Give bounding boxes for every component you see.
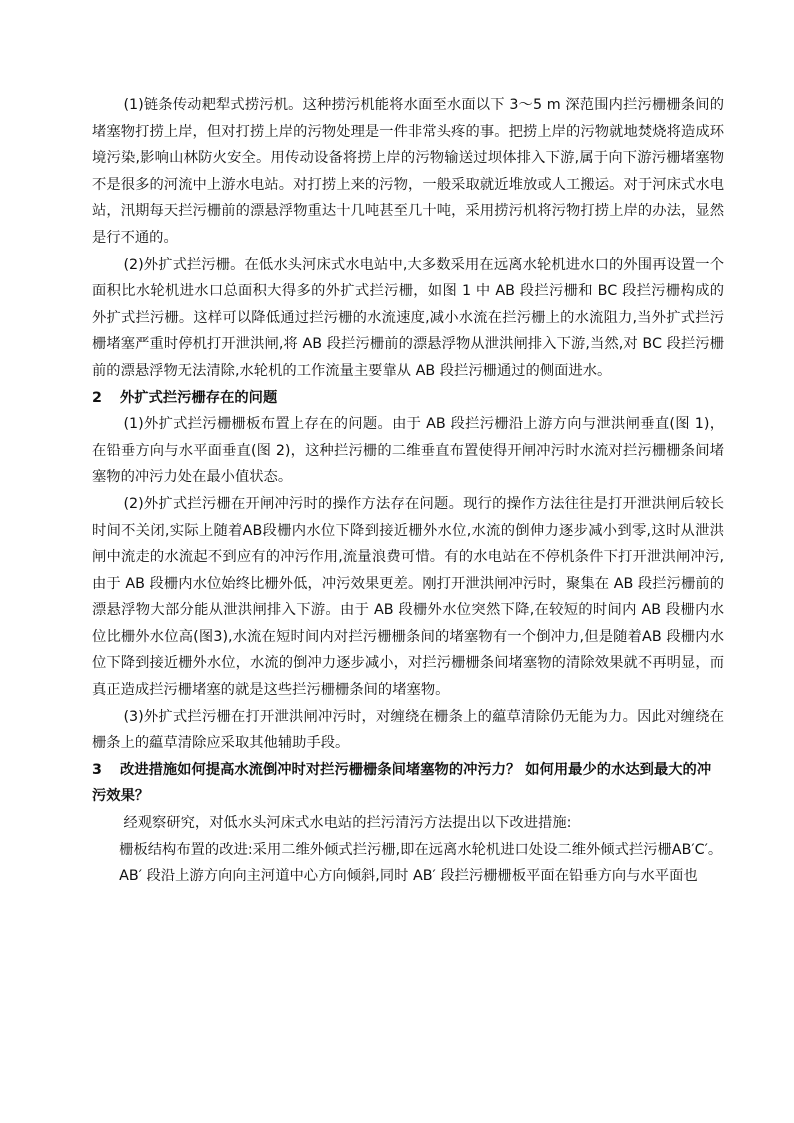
paragraph-ab-segment: AB′ 段沿上游方向向主河道中心方向倾斜,同时 AB′ 段拦污栅栅板平面在铅垂方向与水平面也 [119,868,698,885]
section-number: 2 [92,389,102,406]
paragraph-improvement-intro: 经观察研究，对低水头河床式水电站的拦污清污方法提出以下改进措施: [123,815,572,832]
section-title: 外扩式拦污栅存在的问题 [120,389,278,406]
paragraph-structure-improvement: 栅板结构布置的改进:采用二维外倾式拦污栅,即在远离水轮机进口处设二维外倾式拦污栅AB′C′。 [119,841,723,858]
section-heading-3 [92,757,724,810]
paragraph-operation-problem: (2)外扩式拦污栅在开闸冲污时的操作方法存在问题。现行的操作方法往往是打开泄洪闸后较长时间不关闭,实际上随着AB段栅内水位下降到接近栅外水位,水流的倒伸力逐步减小到零,这时从泄洪闸中流走的水流起不到应有的冲污作用,流量浪费可惜。有的水电站在不停机条件下打开泄洪闸冲污,由于 AB 段栅内水位始终比栅外低，冲污效果更差。刚打开泄洪闸冲污时，聚集在 AB 段拦污栅前的漂悬浮物大部分能从泄洪闸排入下游。由于 AB 段栅外水位突然下降,在较短的时间内 AB 段栅内水位比栅外水位高(图3),水流在短时间内对拦污栅栅条间的堵塞物有一个倒冲力,但是随着AB 段栅内水位下降到接近栅外水位，水流的倒冲力逐步减小，对拦污栅栅条间堵塞物的清除效果就不再明显，而真正造成拦污栅堵塞的就是这些拦污栅栅条间的堵塞物。 [92,495,724,699]
paragraph-layout-problem: (1)外扩式拦污栅栅板布置上存在的问题。由于 AB 段拦污栅沿上游方向与泄洪闸垂直(图 1)，在铅垂方向与水平面垂直(图 2)，这种拦污栅的二维垂直布置使得开闸冲污时水流对拦污栅栅条间堵塞物的冲污力处在最小值状态。 [92,416,724,486]
paragraph-weed-problem: (3)外扩式拦污栅在打开泄洪闸冲污时，对缠绕在栅条上的藴草清除仍无能为力。因此对缠绕在栅条上的藴草清除应采取其他辅助手段。 [92,708,724,752]
paragraph-expanded-trash-rack: (2)外扩式拦污栅。在低水头河床式水电站中,大多数采用在远离水轮机进水口的外围再设置一个面积比水轮机进水口总面积大得多的外扩式拦污栅，如图 1 中 AB 段拦污栅和 BC 段拦污栅构成的外扩式拦污栅。这样可以降低通过拦污栅的水流速度,减小水流在拦污栅上的水流阻力,当外扩式拦污栅堵塞严重时停机打开泄洪闸,将 AB 段拦污栅前的漂悬浮物从泄洪闸排入下游,当然,对 BC 段拦污栅前的漂悬浮物无法清除,水轮机的工作流量主要靠从 AB 段拦污栅通过的侧面进水。 [92,256,724,379]
section-title: 改进措施如何提高水流倒冲时对拦污栅栅条间堵塞物的冲污力？ 如何用最少的水达到最大的冲污效果？ [92,761,712,805]
paragraph-chain-rake-cleaner: (1)链条传动耙犁式捞污机。这种捞污机能将水面至水面以下 3～5 m 深范围内拦污栅栅条间的堵塞物打捞上岸，但对打捞上岸的污物处理是一件非常头疼的事。把捞上岸的污物就地焚烧将造成环境污染,影响山林防火安全。用传动设备将捞上岸的污物输送过坝体排入下游,属于向下游污栅堵塞物不是很多的河流中上游水电站。对打捞上来的污物，一般采取就近堆放或人工搬运。对于河床式水电站，汛期每天拦污栅前的漂悬浮物重达十几吨甚至几十吨，采用捞污机将污物打捞上岸的办法，显然是行不通的。 [92,97,724,246]
document-body [92,92,724,890]
section-number: 3 [92,761,102,778]
section-heading-2 [92,385,724,412]
